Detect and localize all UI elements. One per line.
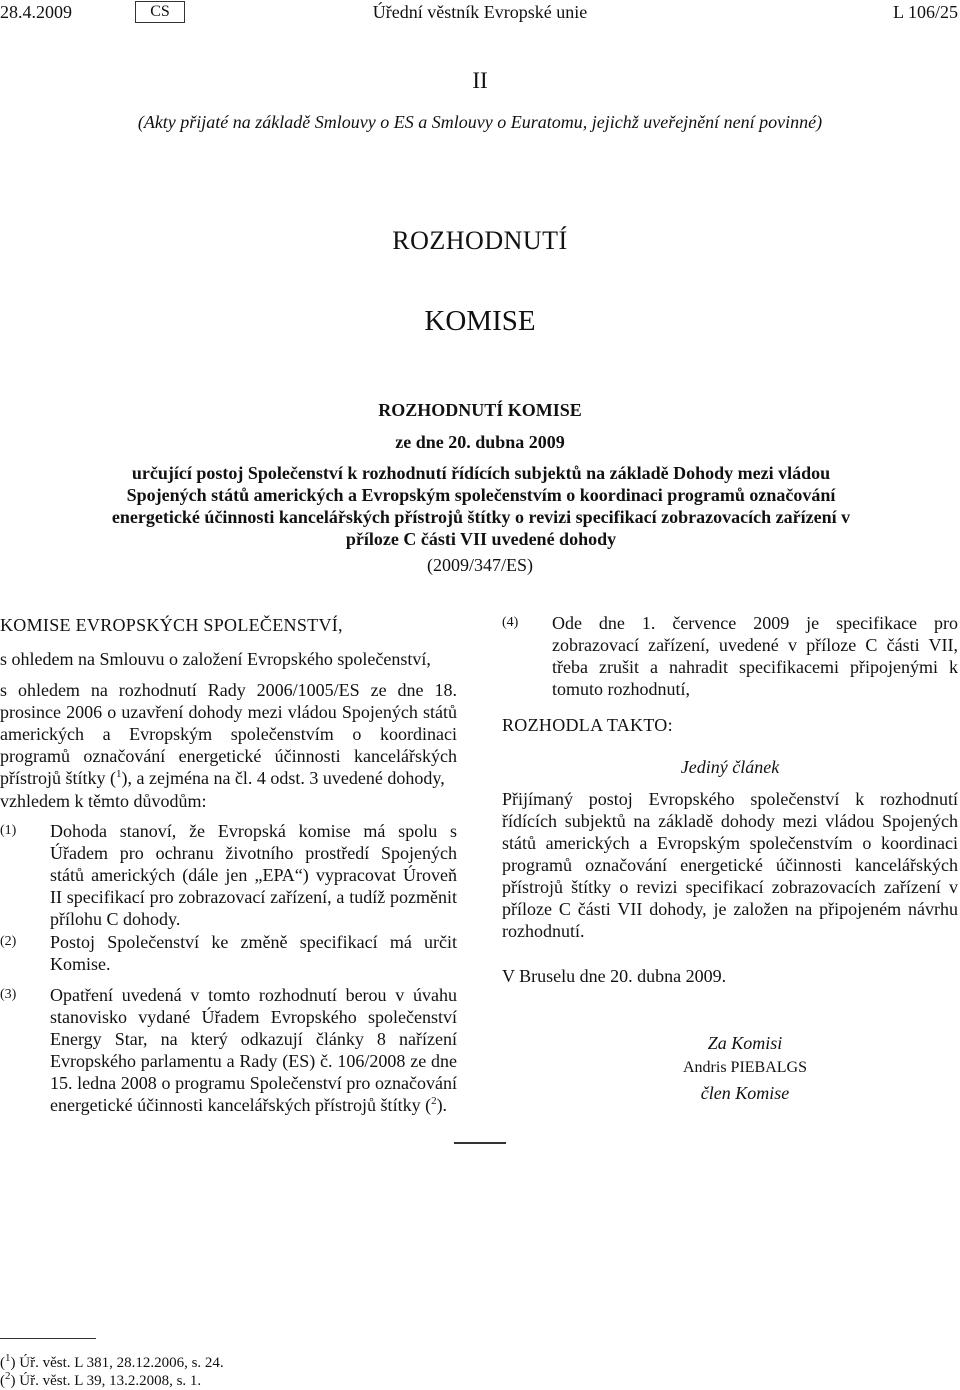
recital-1-text: s ohledem na Smlouvu o založení Evropského společenství,	[0, 649, 431, 669]
decision-number: (2009/347/ES)	[427, 555, 533, 575]
footnote-ref: 1	[5, 1352, 11, 1364]
footnote-1: ($^1$) Úř. věst. L 381, 28.12.2006, s. 24.	[0, 1352, 224, 1371]
recital-1	[0, 648, 457, 670]
item-text-end: ).	[436, 1095, 448, 1115]
decided-heading	[502, 714, 958, 736]
item-number: (1)	[0, 823, 17, 838]
heading-institution: KOMISE	[424, 305, 536, 337]
publication-date: 28.4.2009	[0, 2, 72, 22]
page-header	[0, 2, 960, 26]
section-number: II	[472, 68, 488, 93]
decision-date: ze dne 20. dubna 2009	[395, 432, 565, 452]
recital-item	[0, 984, 457, 1116]
item-text: Ode dne 1. července 2009 je specifikace pro zobrazovací zařízení, uvedené v příloze C části VII, třeba zrušit a nahradit specifikacemi připojenými k tomuto rozhodnutí,	[552, 613, 958, 699]
place-date: V Bruselu dne 20. dubna 2009.	[502, 966, 727, 986]
decided-text: ROZHODLA TAKTO:	[502, 715, 673, 735]
item-text: Dohoda stanoví, že Evropská komise má spolu s Úřadem pro ochranu životního prostředí Spojených států amerických (dále jen „EPA“) vypracovat Úroveň II specifikací pro zobrazovací zařízení, a tudíž pozměnit přílohu C dohody.	[50, 821, 457, 929]
item-text: Postoj Společenství ke změně specifikací má určit Komise.	[50, 932, 457, 974]
article-title: Jediný článek	[680, 757, 780, 777]
section-subtitle: (Akty přijaté na základě Smlouvy o ES a Smlouvy o Euratomu, jejichž uveřejnění není povinné)	[137, 112, 823, 132]
footnote-text: Úř. věst. L 39, 13.2.2008, s. 1.	[19, 1373, 202, 1389]
footnote-text: Úř. věst. L 381, 28.12.2006, s. 24.	[19, 1355, 224, 1371]
footnote-ref[interactable]: 1	[116, 768, 122, 780]
article-body	[502, 788, 958, 942]
item-number: (3)	[0, 987, 17, 1002]
language-badge: CS	[135, 1, 185, 23]
item-text: Opatření uvedená v tomto rozhodnutí berou v úvahu stanovisko vydané Úřadem Evropského společenství Energy Star, na který odkazují články 8 nařízení Evropského parlamentu a Rady (ES) č. 106/2008 ze dne 15. ledna 2008 o programu Společenství pro označování energetické účinnosti kancelářských přístrojů štítky (	[50, 985, 457, 1115]
signature-name: Andris PIEBALGS	[682, 1059, 807, 1076]
item-number: (4)	[502, 615, 519, 630]
page-number: L 106/25	[893, 2, 958, 22]
end-rule	[454, 1142, 506, 1144]
recital-2-text: s ohledem na rozhodnutí Rady 2006/1005/ES ze dne 18. prosince 2006 o uzavření dohody mezi vládou Spojených států amerických a Evropským společenstvím o koordinaci programů označování energetické účinnosti kancelářských přístrojů štítky (	[0, 680, 457, 788]
footnote-ref: 2	[5, 1370, 11, 1382]
recital-item	[0, 931, 457, 975]
preamble-institution: KOMISE EVROPSKÝCH SPOLEČENSTVÍ,	[0, 615, 343, 635]
heading-type: ROZHODNUTÍ	[392, 226, 568, 255]
recital-2	[0, 679, 457, 789]
journal-title: Úřední věstník Evropské unie	[372, 2, 588, 22]
footnote-2: ($^2$) Úř. věst. L 39, 13.2.2008, s. 1.	[0, 1370, 202, 1389]
recital-item	[0, 820, 457, 930]
preamble-intro	[0, 614, 457, 636]
item-number: (2)	[0, 934, 17, 949]
article-text: Přijímaný postoj Evropského společenství k rozhodnutí řídících subjektů na základě dohody mezi vládou Spojených států amerických a Evropským společenstvím o koordinaci programů označování energetické účinnosti kancelářských přístrojů štítky o revizi specifikací zobrazovacích zařízení v příloze C části VII dohody, je založen na připojeném návrhu rozhodnutí.	[502, 789, 958, 941]
recital-item	[502, 612, 958, 700]
footnote-rule	[0, 1338, 96, 1339]
whereas-heading	[0, 790, 457, 812]
decision-long-title: určující postoj Společenství k rozhodnutí řídících subjektů na základě Dohody mezi vládou Spojených států amerických a Evropským společenstvím o koordinaci programů označování energetické účinnosti kancelářských přístrojů štítky o revizi specifikací zobrazovacích zařízení v příloze C části VII uvedené dohody	[111, 463, 851, 549]
signature-for: Za Komisi	[707, 1033, 783, 1053]
signature-role: člen Komise	[700, 1083, 790, 1103]
decision-title: ROZHODNUTÍ KOMISE	[378, 400, 582, 420]
footnote-ref[interactable]: 2	[431, 1095, 437, 1107]
whereas-text: vzhledem k těmto důvodům:	[0, 791, 207, 811]
recital-2-text-end: ), a zejména na čl. 4 odst. 3 uvedené dohody,	[121, 768, 445, 788]
